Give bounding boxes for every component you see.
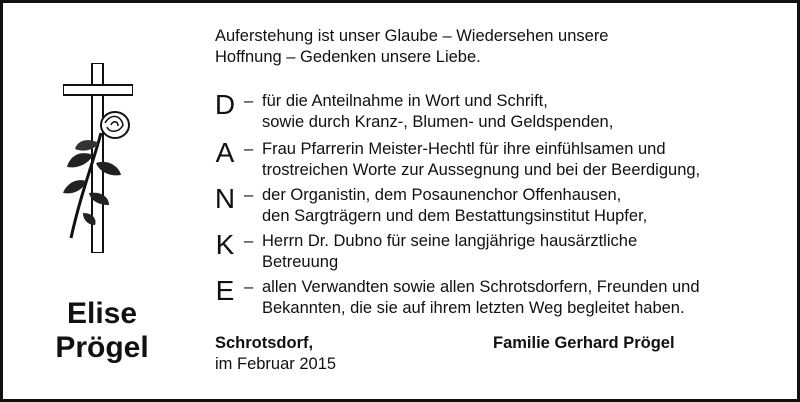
danke-dash: – — [244, 232, 254, 250]
danke-text-line: allen Verwandten sowie allen Schrotsdorfern, Freunden und — [262, 278, 700, 296]
danke-dash: – — [244, 140, 254, 158]
danke-text-line: für die Anteilnahme in Wort und Schrift, — [262, 92, 548, 110]
danke-text — [262, 277, 787, 319]
danke-dash: – — [244, 92, 254, 110]
danke-text — [262, 91, 787, 133]
danke-text-line: trostreichen Worte zur Aussegnung und bei der Beerdigung, — [262, 161, 701, 179]
danke-dash: – — [244, 278, 254, 296]
danke-letter: E — [215, 275, 235, 306]
intro-line-1: Auferstehung ist unser Glaube – Wiedersehen unsere — [215, 27, 609, 45]
danke-text-line: Herrn Dr. Dubno für seine langjährige hausärztliche — [262, 232, 638, 250]
danke-text — [262, 231, 787, 273]
danke-text-line: Bekannten, die sie auf ihrem letzten Weg begleitet haben. — [262, 299, 685, 317]
date: im Februar 2015 — [215, 355, 337, 373]
family-signature: Familie Gerhard Prögel — [493, 334, 675, 352]
danke-text-line: den Sargträgern und dem Bestattungsinstitut Hupfer, — [262, 207, 648, 225]
danke-text — [262, 139, 787, 181]
deceased-name — [37, 297, 167, 365]
place: Schrotsdorf, — [215, 334, 314, 352]
danke-letter: D — [214, 89, 236, 120]
cross-with-rose-icon — [63, 63, 133, 253]
place-and-date — [215, 333, 336, 375]
danke-letter: K — [215, 229, 235, 260]
danke-text-line: Betreuung — [262, 253, 339, 271]
danke-text-line: der Organistin, dem Posaunenchor Offenhausen, — [262, 186, 622, 204]
deceased-first-name: Elise — [66, 297, 138, 330]
danke-dash: – — [244, 186, 254, 204]
danke-letter: N — [214, 183, 236, 214]
deceased-last-name: Prögel — [55, 331, 149, 364]
danke-text — [262, 185, 787, 227]
intro-quote — [215, 26, 775, 68]
danke-text-line: Frau Pfarrerin Meister-Hechtl für ihre einfühlsamen und — [262, 140, 666, 158]
danke-letter: A — [215, 137, 235, 168]
intro-line-2: Hoffnung – Gedenken unsere Liebe. — [215, 48, 481, 66]
danke-text-line: sowie durch Kranz-, Blumen- und Geldspenden, — [262, 113, 614, 131]
